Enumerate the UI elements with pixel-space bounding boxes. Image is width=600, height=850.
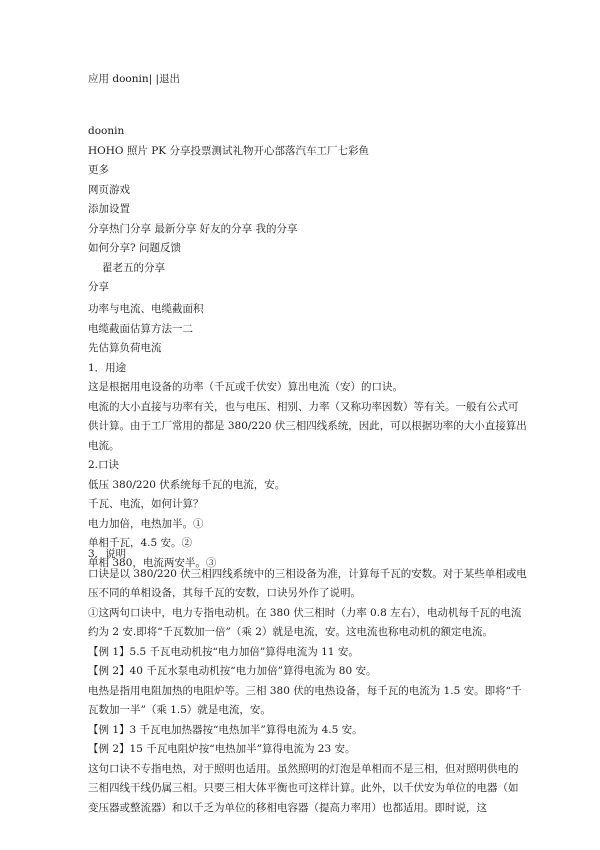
share-owner-title: 翟老五的分享 bbox=[102, 261, 165, 274]
section-heading: 3．说明 bbox=[88, 548, 127, 560]
username-link[interactable]: doonin bbox=[88, 125, 125, 137]
logout-link[interactable]: |退出 bbox=[155, 73, 181, 85]
article-paragraph: 电流的大小直接与功率有关，也与电压、相别、力率（又称功率因数）等有关。一般有公式可供计算。由于工厂常用的都是 380/220 伏三相四线系统，因此，可以根据功率的大小直接算出电流。 bbox=[88, 400, 527, 452]
article-line: 功率与电流、电缆截面积 bbox=[88, 303, 204, 315]
article-body bbox=[88, 300, 528, 573]
article-paragraph: 电热是指用电阻加热的电阻炉等。三相 380 伏的电热设备，每千瓦的电流为 1.5 安。即将“千瓦数加一半”（乘 1.5）就是电流，安。 bbox=[88, 684, 522, 716]
article-line: 低压 380/220 伏系统每千瓦的电流，安。 bbox=[88, 478, 286, 491]
more-link[interactable]: 更多 bbox=[88, 164, 109, 176]
explanation-section bbox=[88, 545, 528, 818]
article-paragraph: 这句口诀不专指电热，对于照明也适用。虽然照明的灯泡是单相而不是三相，但对照明供电的三相四线干线仍属三相。只要三相大体平衡也可这样计算。此外，以千伏安为单位的电器（如变压器或整流器）和以千乏为单位的移相电容器（提高力率用）也都适用。即时说，这 bbox=[88, 762, 519, 814]
formula-line: 单相 380，电流两安半。③ bbox=[88, 556, 217, 569]
example-line: 【例 1】5.5 千瓦电动机按“电力加倍”算得电流为 11 安。 bbox=[88, 645, 359, 658]
formula-line: 电力加倍，电热加半。① bbox=[88, 517, 204, 530]
article-paragraph: ①这两句口诀中，电力专指电动机。在 380 伏三相时（力率 0.8 左右），电动机每千瓦的电流约为 2 安.即将“千瓦数加一倍”（乘 2）就是电流，安。这电流也称电动机的额定电流。 bbox=[88, 606, 522, 638]
separator: | bbox=[148, 73, 153, 85]
formula-line: 单相千瓦，4.5 安。② bbox=[88, 537, 193, 549]
app-menu[interactable]: HOHO 照片 PK 分享投票测试礼物开心部落汽车工厂七彩鱼 bbox=[88, 144, 369, 157]
section-heading: 2.口诀 bbox=[88, 459, 120, 471]
example-line: 【例 2】40 千瓦水泵电动机按“电力加倍”算得电流为 80 安。 bbox=[88, 665, 377, 677]
user-link[interactable]: doonin bbox=[112, 73, 149, 85]
article-line: 电缆截面估算方法一二 bbox=[88, 322, 193, 335]
article-line: 先估算负荷电流 bbox=[88, 342, 162, 354]
section-heading: 1．用途 bbox=[88, 361, 127, 374]
article-line: 千瓦、电流，如何计算？ bbox=[88, 498, 204, 510]
help-link[interactable]: 如何分享? 问题反馈 bbox=[88, 242, 181, 254]
app-link[interactable]: 应用 bbox=[88, 73, 109, 85]
web-games-link[interactable]: 网页游戏 bbox=[88, 183, 130, 196]
share-link[interactable]: 分享 bbox=[88, 281, 109, 293]
share-tabs[interactable]: 分享热门分享 最新分享 好友的分享 我的分享 bbox=[88, 222, 298, 235]
example-line: 【例 1】3 千瓦电加热器按“电热加半”算得电流为 4.5 安。 bbox=[88, 723, 363, 736]
site-nav bbox=[88, 122, 369, 298]
add-settings-link[interactable]: 添加设置 bbox=[88, 203, 130, 215]
article-line: 这是根据用电设备的功率（千瓦或千伏安）算出电流（安）的口诀。 bbox=[88, 381, 403, 393]
example-line: 【例 2】15 千瓦电阻炉按“电热加半”算得电流为 23 安。 bbox=[88, 743, 356, 755]
article-paragraph: 口诀是以 380/220 伏三相四线系统中的三相设备为准，计算每千瓦的安数。对于某些单相或电压不同的单相设备，其每千瓦的安数，口诀另外作了说明。 bbox=[88, 567, 527, 599]
top-bar bbox=[88, 70, 180, 90]
